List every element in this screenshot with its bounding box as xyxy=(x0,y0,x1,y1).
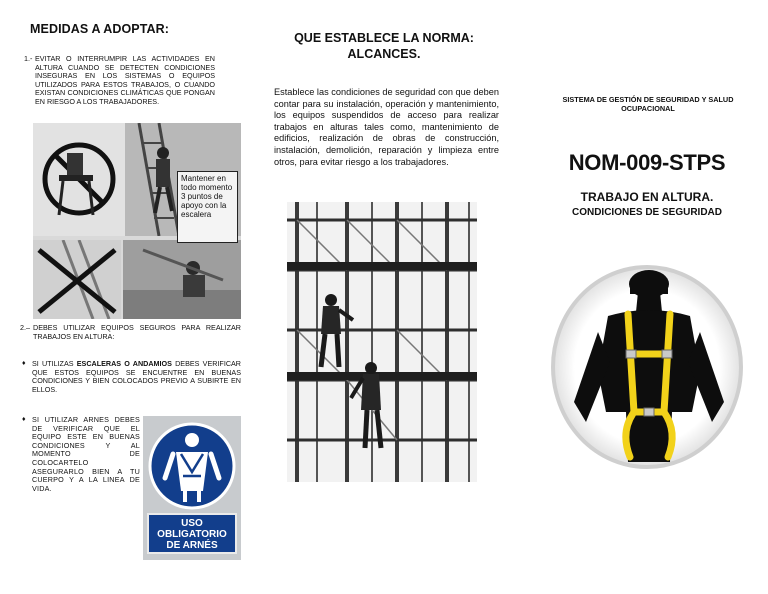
prohibited-chair-photo xyxy=(33,123,125,236)
mandatory-harness-sign xyxy=(143,416,241,560)
measure-item-1 xyxy=(24,55,215,107)
safety-harness-illustration xyxy=(550,262,744,472)
worker-overhead-photo xyxy=(123,240,241,319)
cover-panel xyxy=(512,0,768,594)
item-number: 1.- xyxy=(24,54,33,63)
left-panel xyxy=(0,0,256,594)
work-at-height-title: TRABAJO EN ALTURA. xyxy=(580,190,714,204)
bullet-text: SI UTILIZAS ESCALERAS O ANDAMIOS DEBES VERIFICAR QUE ESTOS EQUIPOS SE ENCUENTRE EN BUENAS CONDICIONES Y BIEN COLOCADOS PREVIO A SUBIRTE EN ELLOS. xyxy=(32,359,241,394)
prohibited-ladder-photo xyxy=(33,240,121,319)
norm-code-title: NOM-009-STPS xyxy=(568,150,726,175)
bullet-diamond-icon: ♦ xyxy=(22,416,26,423)
bullet-ladders xyxy=(22,360,241,394)
item-text: EVITAR O INTERRUMPIR LAS ACTIVIDADES EN ALTURA CUANDO SE DETECTEN CONDICIONES INSEGURAS EN LOS SISTEMAS O EQUIPOS UTILIZADOS PARA ESTOS TRABAJOS, O CUANDO EXISTAN CONDICIONES CLIMÁTICAS QUE PONGAN EN RIESGO A LOS TRABAJADORES. xyxy=(35,54,215,106)
bullet-harness xyxy=(22,416,140,493)
item-number: 2.– xyxy=(20,323,30,332)
measure-item-2 xyxy=(20,324,241,341)
bullet-diamond-icon: ♦ xyxy=(22,360,26,367)
scaffold-workers-photo xyxy=(287,202,477,482)
sign-label: USO OBLIGATORIO DE ARNÉS xyxy=(147,513,237,554)
ladder-photo-collage xyxy=(33,123,241,319)
safety-conditions-subtitle: CONDICIONES DE SEGURIDAD xyxy=(571,207,722,218)
norm-heading: QUE ESTABLECE LA NORMA: ALCANCES. xyxy=(294,31,474,61)
middle-panel xyxy=(256,0,512,594)
management-system-label: SISTEMA DE GESTIÓN DE SEGURIDAD Y SALUD OCUPACIONAL xyxy=(562,95,734,113)
measures-heading: MEDIDAS A ADOPTAR: xyxy=(30,22,170,36)
item-text: DEBES UTILIZAR EQUIPOS SEGUROS PARA REALIZAR TRABAJOS EN ALTURA: xyxy=(33,323,241,341)
norm-scope-paragraph: Establece las condiciones de seguridad con que deben contar para su instalación, operación y mantenimiento, los equipos suspendidos de acceso para realizar trabajos en alturas tales como, mantenimiento de edificios, realización de obras de construcción, instalación, demolición, reparación y limpieza entre otros, para evitar riesgo a los trabajadores. xyxy=(274,87,499,167)
bullet-text: SI UTILIZAR ARNES DEBES DE VERIFICAR QUE EL EQUIPO ESTE EN BUENAS CONDICIONES Y AL MOMENTO DE COLOCARTELO ASEGURARLO BIEN A TU CUERPO Y A LA LINEA DE VIDA. xyxy=(32,415,140,493)
ladder-tip-callout: Mantener en todo momento 3 puntos de apoyo con la escalera xyxy=(177,171,238,243)
